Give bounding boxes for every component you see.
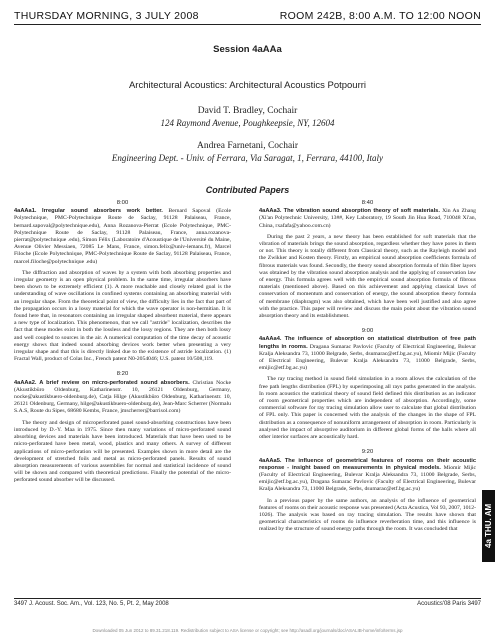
paper-authors: Bernard Sapoval (Ecole Polytechnique, PMC-Polytechnique Route de Saclay, 91128 Palaiseau, France, bernard.sapoval@polytechnique.edu), Anna Rozanova-Pierrat (Ecole Polytechnique, PMC-Polytechnique Route de Saclay, 91128 Palaiseau, France, anna.rozanova-pierrat@polytechnique .edu), Simon Félix (Laboratoire d'Acoustique de l'Université du Maine, Avenue Olivier Messiaen, 72085 Le Mans, France, simon.felix@univ-lemans.fr), Marcel Filoche (Ecole Polytechnique, PMC-Polytechnique Route de Saclay, 91128 Palaiseau, France, marcel.filoche@polytechnique .edu) (14, 208, 232, 265)
paper-authors: Dragana Sumarac Pavlovic (Faculty of Electrical Engineering, Bulevar Kralja Aleksandra 73, 11000 Belgrade, Serbs, dsumarac@etf.bg.ac.yu), Miomir Mijic (Faculty of Electrical Engineering, Bulevar Kralja Aleksandra 73, 11000 Belgrade, Serbs, emijic@etf.bg.ac.yu) (259, 343, 477, 372)
paper-entry (14, 200, 231, 363)
paper-authors: Miomir Mijic (Faculty of Electrical Engineering, Bulevar Kralja Aleksandra 73, 11000 Belgrade, Serbs, emijic@etf.bg.ac.yu), Dragana Sumarac Pavlovic (Faculty of Electrical Engineering, Bulevar Kralja Aleksandra 73, 11000 Belgrade, Serbs, dsumarac@etf.bg.ac.yu) (259, 464, 477, 493)
footer-citation: 3497 J. Acoust. Soc. Am., Vol. 123, No. 5, Pt. 2, May 2008 (14, 601, 169, 607)
paper-title: The influence of geometrical features of rooms on their acoustic response - insight based on measurements in physical models. (259, 457, 476, 471)
paper-time: 8:00 (116, 200, 129, 206)
paper-time: 9:20 (361, 449, 374, 456)
cochair-1-affiliation: 124 Raymond Avenue, Poughkeepsie, NY, 12604 (160, 118, 335, 128)
paper-entry (259, 200, 476, 320)
paper-abstract: The theory and design of microperforated panel sound-absorbing constructions have been introduced by D.-Y. Maa in 1975. Since then many variations of micro-perforated sound absorbing devices and materials have been introduced. Materials that have been used to be micro-perforated have been metal, wood, plastics and many others. A survey of different applications of micro-perforation will be presented. Examples shown in more detail are the development of stretched foils and metal as micro-perforated panels. Results of sound absorption measurements of various assemblies for normal and statistical incidence of sound will be shown and compared with theoretical predictions. Finally the potential of the micro-perforated sound absorber will be discussed. (14, 419, 231, 484)
paper-title: The influence of absorption on statistical distribution of free path lengths in rooms. (259, 336, 477, 350)
session-id: Session 4aAAa (213, 44, 282, 55)
paper-time: 8:40 (361, 200, 374, 206)
paper-title: Irregular sound absorbers work better. (42, 208, 163, 215)
section-side-tab: 4a THU. AM (482, 490, 495, 562)
cochair-1-name: David T. Bradley, Cochair (197, 106, 298, 116)
cochair-2-name: Andrea Farnetani, Cochair (196, 141, 299, 151)
right-column (259, 200, 476, 542)
paper-title: A brief review on micro-perforated sound absorbers. (39, 379, 190, 386)
paper-time: 9:00 (361, 328, 374, 335)
paper-authors: Christian Nocke (Akustikbüro Oldenburg, Katharinenstr. 10, 26121 Oldenburg, Germany, nocke@akustikbuero-oldenburg.de), Catja Hilge (Akustikbüro Oldenburg, Katharinenstr. 10, 26121 Oldenburg, Germany, hilge@akustikbuero-oldenburg.de), Jean-Marc Scherrer (Normalu S.A.S, Route du Sipes, 68680 Kembs, France, jmscherrer@barrisol.com) (14, 379, 232, 415)
footer-rule (14, 598, 481, 599)
footer-page-number: Acoustics'08 Paris 3497 (417, 601, 481, 607)
paper-abstract: The ray tracing method in sound field simulation in a room allows the calculation of the free path lengths distribution (FPL) by superimposing all rays paths generated in the analysis. In room acoustics the statistical theory of sound field defined this distribution as an indicator of room geometrical properties which are independent of absorption. Accordingly, some commercial software for ray tracing simulation allow user to calculate that global distribution of FPL only. This paper is concerned with the analysis of the changes in the shape of FPL distribution as a consequence of nonuniform arrangement of absorption in room. Particularly is analysed the impact of absorptive auditorium in different global forms of the halls where all other interior surfaces are acoustically hard. (259, 376, 476, 441)
paper-id: 4aAAa2. (14, 379, 37, 386)
paper-entry (259, 328, 476, 441)
contributed-papers-heading: Contributed Papers (205, 185, 290, 195)
download-notice: Downloaded 05 Jun 2012 to 89.31.218.119. Redistribution subject to ASA license or copyright; see http://asadl.org/journals/doc/ASALIB-home/info/terms.jsp (92, 628, 403, 633)
paper-authors: Xin An Zhang (Xi'an Polytechnic University, 13##, Key Laboratory, 19 South Jin Hua Road, 710048 Xi'an, China, rxafafa@yahoo.com.cn) (259, 208, 477, 229)
paper-abstract: The diffraction and absorption of waves by a system with both absorbing properties and irregular geometry is an open physical problem. In the same time, irregular absorbers have been shown to be extremely efficient (1). A more reachable and closely related goal is the understanding of wave oscillations in confined systems containing an absorbing material with an irregular shape. From the theoretical point of view, the difficulty lies in the fact that part of the propagation occurs in a lossy material for which the wave operator is non-hermitian. It is found here that, in resonators containing an irregular shaped absorbent material, there appears a new type of localization. This phenomenon, that we call "astride" localization, describes the fact that these modes exist in both the lossless and the lossy regions. They are then both lossy and well coupled to sources in the air. A numerical computation of the time decay of acoustic energy shows that indeed sound absorbing devices work better when presenting a very irregular shape and that this is directly linked due to the existence of astride localization. (1) Fractal Wall, product of Colas Inc., French patent N0-2054046; U.S. patent 10/508,119. (14, 269, 231, 363)
paper-title: The vibration sound absorption theory of soft materials. (283, 208, 440, 215)
running-header-right: ROOM 242B, 8:00 A.M. TO 12:00 NOON (279, 10, 481, 22)
left-column (14, 200, 231, 493)
paper-entry (259, 449, 476, 533)
paper-id: 4aAAa3. (259, 208, 282, 215)
paper-id: 4aAAa5. (259, 457, 282, 464)
paper-abstract: During the past 2 years, a new theory has been established for soft materials that the vibration of materials brings the sound absorption, regardless whether they have pores in them or not. This theory is totally different from Classical theory, such as the Rayleigh model and the Zwikker and Kosten theory. Firstly, an empirical sound absorption coefficients formula of fibrous materials was found. Secondly, the theory sound absorption formula of thin fiber layers was obtained by the vibration sound absorption analysis and the applying of conservation law of energy. This formula agrees well with the empirical sound absorption formula of fibrous materials (mentioned above). Based on this achievement and applying classical laws of conservation of momentum and conservation of energy, the sound absorption theory formula of membrane (diaphragm) was also obtained, which have been well justified and also agree with the practice. This paper will review and discuss the main point about the vibration sound absorption theory and its establishment. (259, 233, 476, 320)
paper-id: 4aAAa4. (259, 336, 282, 343)
running-header-left: THURSDAY MORNING, 3 JULY 2008 (14, 10, 199, 22)
paper-entry (14, 371, 231, 484)
header-rule (14, 24, 481, 25)
paper-abstract: In a previous paper by the same authors, an analysis of the influence of geometrical features of rooms on their acoustic response was presented (Acta Acustica, Vol 93, 2007, 1012-1026). The analysis was based on ray tracing simulation. The results have shown that geometrical characteristics of rooms do influence reverberation time, and this influence is realized by the structure of sound energy paths through the room. It was concluded that (259, 497, 476, 533)
session-title: Architectural Acoustics: Architectural Acoustics Potpourri (128, 80, 367, 91)
cochair-2-affiliation: Engineering Dept. - Univ. of Ferrara, Via Saragat, 1, Ferrara, 44100, Italy (111, 153, 384, 163)
paper-id: 4aAAa1. (14, 208, 37, 215)
paper-time: 8:20 (116, 371, 129, 378)
